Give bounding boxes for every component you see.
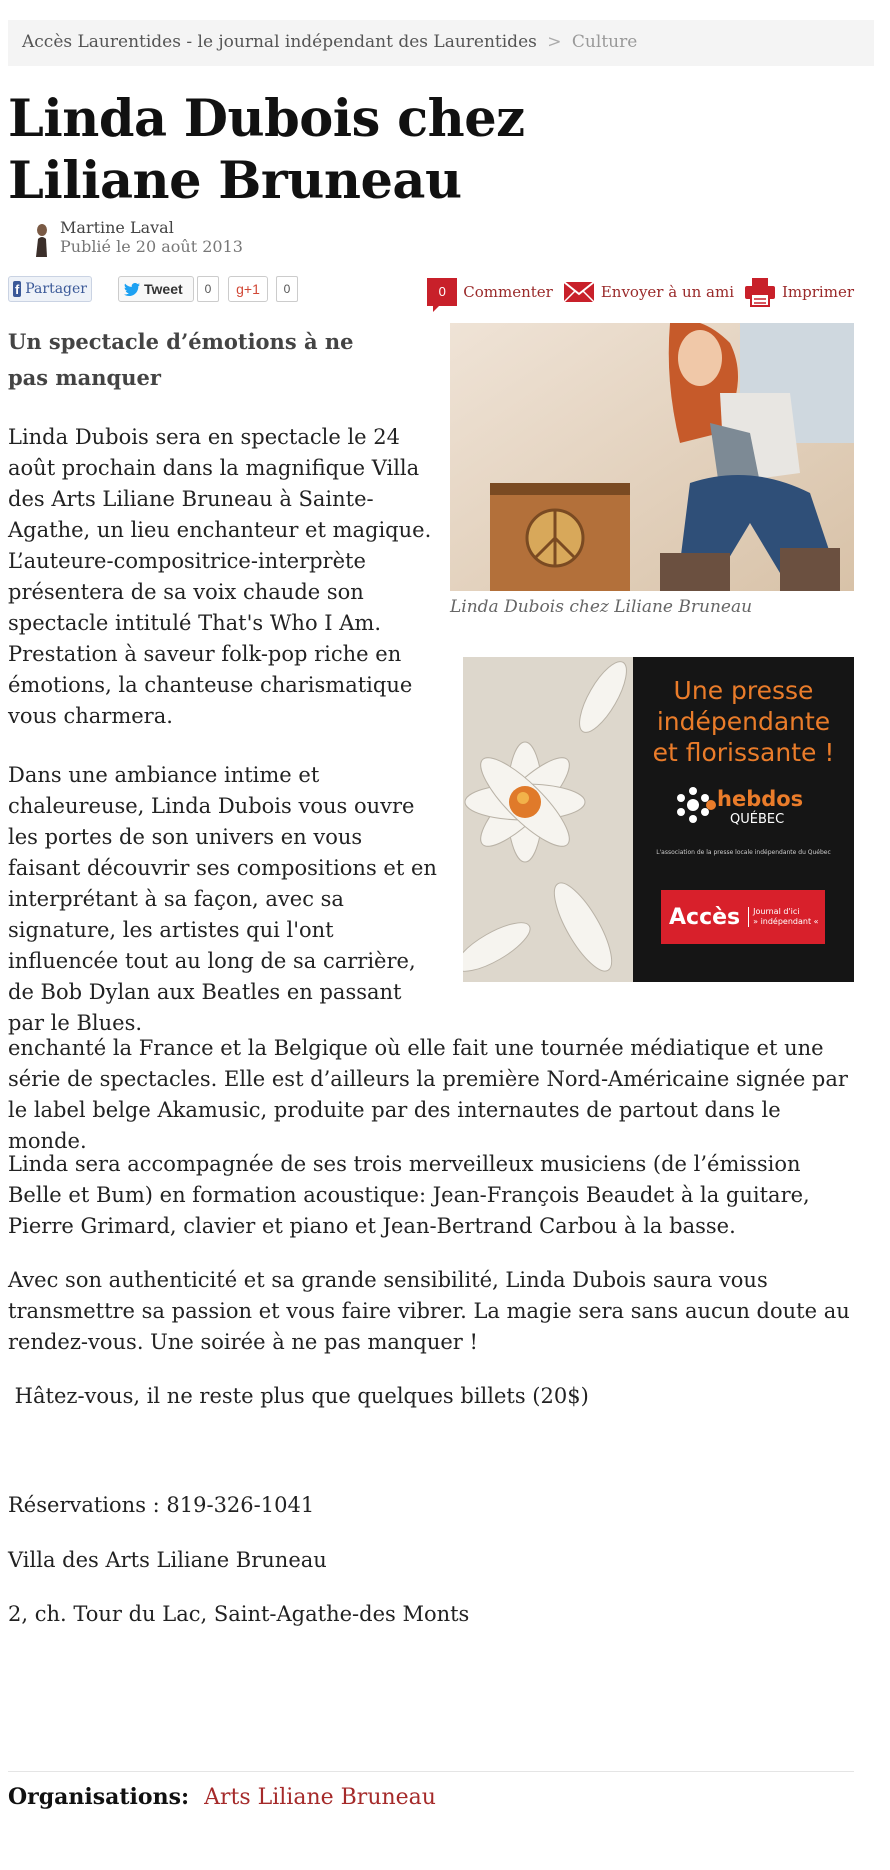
- print-label: Imprimer: [782, 283, 854, 301]
- article-actions: [427, 276, 854, 308]
- twitter-bird-icon: [124, 283, 140, 296]
- article-paragraph: Avec son authenticité et sa grande sensibilité, Linda Dubois saura vous transmettre sa passion et vous faire vibrer. La magie sera sans aucun doute au rendez-vous. Une soirée à ne pas manquer !: [8, 1268, 850, 1354]
- breadcrumb: [8, 20, 874, 66]
- author-avatar: [32, 221, 50, 257]
- printer-icon: [744, 277, 776, 307]
- google-plus-button[interactable]: g+1: [228, 276, 268, 302]
- acces-tagline: Journal d'ici » indépendant «: [748, 907, 818, 927]
- divider: [8, 1771, 854, 1772]
- acces-logo: [661, 890, 825, 944]
- ad-headline: Une presse indépendante et florissante !: [652, 676, 835, 767]
- share-label: Partager: [25, 281, 87, 297]
- article-paragraph: Dans une ambiance intime et chaleureuse, Linda Dubois vous ouvre les portes de son univers en vous faisant découvrir ses compositions et en interprétant à sa façon, avec sa signature, les artistes qui l'ont influencée tout au long de sa carrière, de Bob Dylan aux Beatles en passant par le Blues.: [8, 763, 437, 1035]
- photo-caption: Linda Dubois chez Liliane Bruneau: [450, 597, 753, 617]
- publish-date: Publié le 20 août 2013: [60, 237, 243, 256]
- google-plus-count: 0: [276, 276, 298, 302]
- organisation-link[interactable]: Arts Liliane Bruneau: [204, 1785, 436, 1810]
- article-paragraph: Linda sera accompagnée de ses trois merveilleux musiciens (de l’émission Belle et Bum) en formation acoustique: Jean-François Beaudet à la guitare, Pierre Grimard, clavier et piano et Jean-Bertrand Carbou à la basse.: [8, 1152, 810, 1238]
- ad-brand-sub: QUÉBEC: [730, 812, 785, 827]
- article-photo[interactable]: [450, 323, 854, 591]
- article-lead: Un spectacle d’émotions à ne pas manquer: [8, 329, 354, 390]
- facebook-share-button[interactable]: [8, 276, 92, 302]
- facebook-icon: f: [14, 282, 20, 297]
- comment-bubble-icon: 0: [427, 278, 457, 306]
- article-paragraph: enchanté la France et la Belgique où elle fait une tournée médiatique et une série de spectacles. Elle est d’ailleurs la première Nord-Américaine signée par le label belge Akamusic, produite par des internautes de partout dans le monde.: [8, 1036, 848, 1153]
- acces-wordmark: Accès: [669, 904, 741, 930]
- organisations: [8, 1784, 436, 1810]
- email-friend-button[interactable]: [563, 280, 734, 304]
- venue-address: 2, ch. Tour du Lac, Saint-Agathe-des Monts: [8, 1602, 470, 1626]
- comment-button[interactable]: [427, 278, 553, 306]
- article-paragraph: Linda Dubois sera en spectacle le 24 août prochain dans la magnifique Villa des Arts Liliane Bruneau à Sainte-Agathe, un lieu enchanteur et magique. L’auteure-compositrice-interprète présentera de sa voix chaude son spectacle intitulé That's Who I Am. Prestation à saveur folk-pop riche en émotions, la chanteuse charismatique vous charmera.: [8, 425, 432, 728]
- ad-association-text: L'association de la presse locale indépendante du Québec: [656, 849, 831, 856]
- author-name[interactable]: Martine Laval: [60, 218, 174, 237]
- article-paragraph: Hâtez-vous, il ne reste plus que quelques billets (20$): [8, 1384, 589, 1408]
- organisations-label: Organisations:: [8, 1784, 190, 1810]
- paper-flower-image: [463, 657, 633, 982]
- breadcrumb-section-link[interactable]: Culture: [571, 32, 638, 52]
- email-label: Envoyer à un ami: [600, 283, 734, 301]
- breadcrumb-separator: >: [547, 32, 562, 52]
- ad-text-panel: [633, 657, 854, 982]
- venue-name: Villa des Arts Liliane Bruneau: [8, 1548, 327, 1572]
- advertisement-banner[interactable]: [463, 657, 854, 982]
- comment-label: Commenter: [463, 283, 553, 301]
- reservation-phone: Réservations : 819-326-1041: [8, 1493, 315, 1517]
- tweet-label: Tweet: [144, 281, 183, 297]
- print-button[interactable]: [744, 277, 854, 307]
- article-title: Linda Dubois chez Liliane Bruneau: [8, 89, 525, 211]
- tweet-button[interactable]: [118, 276, 194, 302]
- tweet-count: 0: [197, 276, 219, 302]
- breadcrumb-home-link[interactable]: Accès Laurentides - le journal indépendant des Laurentides: [22, 32, 537, 52]
- envelope-icon: [563, 280, 595, 304]
- ad-brand: hebdos: [717, 787, 804, 811]
